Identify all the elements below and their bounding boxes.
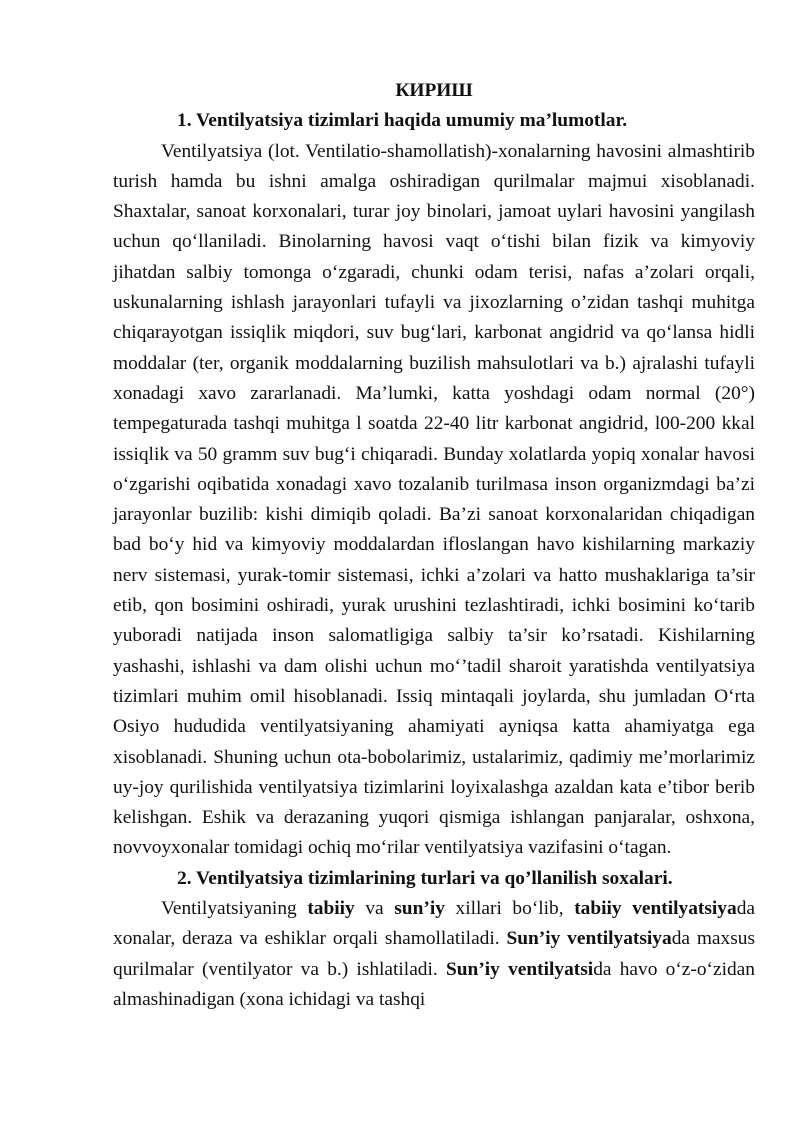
bold-term-tabiiy-ventilyatsiya: tabiiy ventilyatsiya — [574, 898, 737, 920]
bold-term-tabiiy: tabiiy — [307, 898, 355, 920]
section-2-text-6: da havo o‘z-o‘zidan almashinadigan (xona ichidagi va tashqi — [113, 958, 755, 1010]
section-1-title: 1. Ventilyatsiya tizimlari haqida umumiy ma’lumotlar. — [177, 110, 628, 132]
section-2-paragraph — [113, 894, 755, 1015]
main-heading: КИРИШ — [395, 80, 473, 101]
section-1-paragraph: Ventilyatsiya (lot. Ventilatio-shamollatish)-xonalarning havosini almashtirib turish hamda bu ishni amalga oshiradigan qurilmalar majmui xisoblanadi. Shaxtalar, sanoat korxonalari, turar joy binolari, jamoat uylari havosini yangilash uchun qo‘llaniladi. Binolarning havosi vaqt o‘tishi bilan fizik va kimyoviy jihatdan salbiy tomonga o‘zgaradi, chunki odam terisi, nafas a’zolari orqali, uskunalarning ishlash jarayonlari tufayli va jixozlarning o’zidan tashqi muhitga chiqarayotgan issiqlik miqdori, suv bug‘lari, karbonat angidrid va qo‘lansa hidli moddalar (ter, organik moddalarning buzilish mahsulotlari va b.) ajralashi tufayli xonadagi xavo zararlanadi. Ma’lumki, katta yoshdagi odam normal (20°) tempegaturada tashqi muhitga l soatda 22-40 litr karbonat angidrid, l00-200 kkal issiqlik va 50 gramm suv bug‘i chiqaradi. Bunday xolatlarda yopiq xonalar havosi o‘zgarishi oqibatida xonadagi xavo tozalanib turilmasa inson organizmdagi ba’zi jarayonlar buzilib: kishi dimiqib qoladi. Ba’zi sanoat korxonalaridan chiqadigan bad bo‘y hid va kimyoviy moddalardan ifloslangan havo kishilarning markaziy nerv sistemasi, yurak-tomir sistemasi, ichki a’zolari va hatto mushaklariga ta’sir etib, qon bosimini oshiradi, yurak urushini tezlashtiradi, ichki bosimini ko‘tarib yuboradi natijada inson salomatligiga salbiy ta’sir ko’rsatadi. Kishilarning yashashi, ishlashi va dam olishi uchun mo‘’tadil sharoit yaratishda ventilyatsiya tizimlari muhim omil hisoblanadi. Issiq mintaqali joylarda, shu jumladan O‘rta Osiyo hududida ventilyatsiyaning ahamiyati ayniqsa katta ahamiyatga ega xisoblanadi. Shuning uchun ota-bobolarimiz, ustalarimiz, qadimiy me’morlarimiz uy-joy qurilishida ventilyatsiya tizimlarini loyixalashga azaldan kata e’tibor berib kelishgan. Eshik va derazaning yuqori qismiga ishlangan panjaralar, oshxona, novvoyxonalar tomidagi ochiq mo‘rilar ventilyatsiya vazifasini o‘tagan. — [113, 140, 755, 859]
section-2-title: 2. Ventilyatsiya tizimlarining turlari va qo’llanilish soxalari. — [177, 867, 673, 889]
section-2-text-4: da xonalar, deraza va eshiklar orqali shamollatiladi. — [113, 898, 756, 950]
section-2-text-3: xillari bo‘lib, — [444, 898, 575, 920]
document-page — [113, 76, 755, 1015]
bold-term-suniy-ventilyatsiya: Sun’iy ventilyatsiya — [506, 928, 672, 950]
section-2-text-1: Ventilyatsiyaning — [161, 898, 308, 920]
section-2-text-5: da maxsus qurilmalar (ventilyator va b.) ishlatiladi. — [113, 928, 756, 980]
bold-term-suniy: sun’iy — [394, 898, 445, 920]
section-2-text-2: va — [354, 898, 395, 920]
bold-term-suniy-ventilyatsi: Sun’iy ventilyatsi — [445, 958, 594, 980]
